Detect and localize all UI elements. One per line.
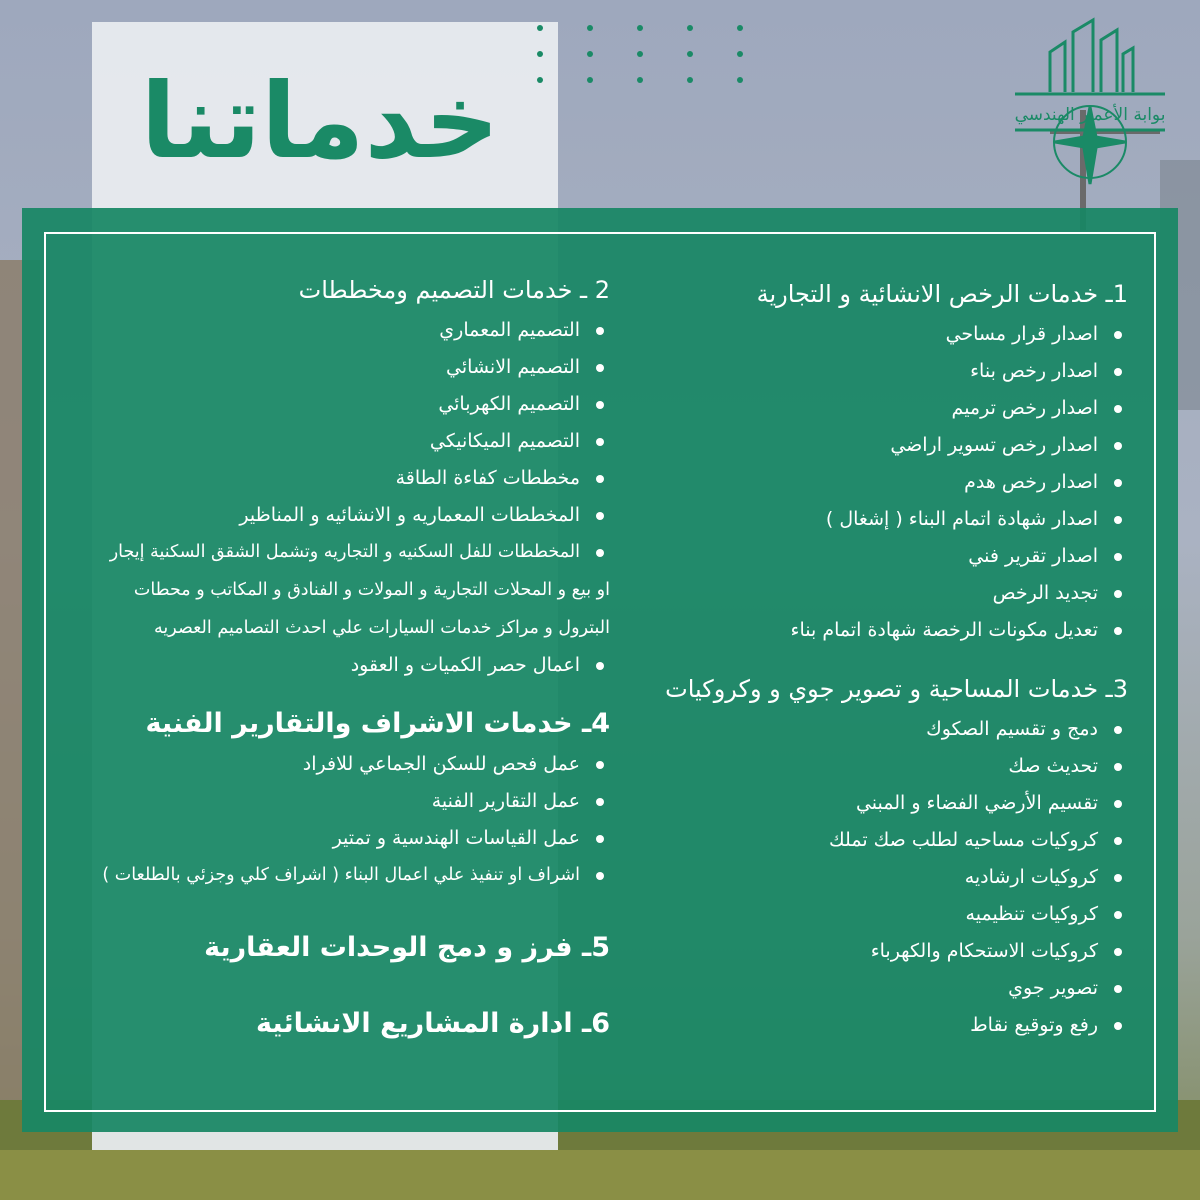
list-item: كروكيات مساحيه لطلب صك تملك [630, 822, 1128, 859]
list-item: تحديث صك [630, 748, 1128, 785]
list-item: تعديل مكونات الرخصة شهادة اتمام بناء [630, 612, 1128, 649]
supervision-list [60, 746, 610, 894]
list-item: اصدار رخص تسوير اراضي [630, 427, 1128, 464]
page-title: خدماتنا [140, 60, 500, 182]
list-item: مخططات كفاءة الطاقة [60, 460, 610, 497]
list-item: اصدار رخص ترميم [630, 390, 1128, 427]
list-item: المخططات المعماريه و الانشائيه و المناظير [60, 497, 610, 534]
list-item: اصدار شهادة اتمام البناء ( إشغال ) [630, 501, 1128, 538]
section-title-licenses: 1ـ خدمات الرخص الانشائية و التجارية [756, 280, 1128, 308]
licenses-list [630, 316, 1128, 649]
list-item: التصميم الكهربائي [60, 386, 610, 423]
section-title-supervision: 4ـ خدمات الاشراف والتقارير الفنية [145, 708, 610, 739]
list-item: عمل فحص للسكن الجماعي للافراد [60, 746, 610, 783]
list-item: اصدار رخص هدم [630, 464, 1128, 501]
surveying-list [630, 711, 1128, 1044]
list-item: رفع وتوقيع نقاط [630, 1007, 1128, 1044]
list-item: اشراف او تنفيذ علي اعمال البناء ( اشراف كلي وجزئي بالطلعات ) [60, 857, 610, 894]
section-title-surveying: 3ـ خدمات المساحية و تصوير جوي و وكروكيات [665, 675, 1128, 703]
list-item: المخططات للفل السكنيه و التجاريه وتشمل الشقق السكنية إيجار [60, 534, 610, 571]
section-title-design: 2 ـ خدمات التصميم ومخططات [298, 276, 610, 304]
list-item: اصدار رخص بناء [630, 353, 1128, 390]
list-item: التصميم الانشائي [60, 349, 610, 386]
logo-icon [1005, 12, 1175, 188]
list-item: التصميم الميكانيكي [60, 423, 610, 460]
list-item: اعمال حصر الكميات و العقود [60, 647, 610, 684]
list-item: عمل التقارير الفنية [60, 783, 610, 820]
list-item: عمل القياسات الهندسية و تمتير [60, 820, 610, 857]
section-title-project-management: 6ـ ادارة المشاريع الانشائية [256, 1008, 610, 1039]
list-item: دمج و تقسيم الصكوك [630, 711, 1128, 748]
logo-text: بوابة الأعمار الهندسي [1014, 105, 1166, 125]
list-item: تصوير جوي [630, 970, 1128, 1007]
services-column-left [60, 268, 610, 1046]
section-title-units: 5ـ فرز و دمج الوحدات العقارية [204, 932, 610, 963]
list-item: التصميم المعماري [60, 312, 610, 349]
design-list [60, 312, 610, 684]
company-logo [1005, 12, 1175, 188]
decorative-dots [530, 20, 760, 90]
services-column-right [630, 272, 1128, 1044]
list-item-continuation: البترول و مراكز خدمات السيارات علي احدث التصاميم العصريه [154, 618, 610, 638]
list-item-continuation: او بيع و المحلات التجارية و المولات و الفنادق و المكاتب و محطات [133, 580, 610, 600]
list-item: تقسيم الأرضي الفضاء و المبني [630, 785, 1128, 822]
list-item: تجديد الرخص [630, 575, 1128, 612]
list-item: كروكيات ارشاديه [630, 859, 1128, 896]
list-item: كروكيات تنظيميه [630, 896, 1128, 933]
list-item: كروكيات الاستحكام والكهرباء [630, 933, 1128, 970]
list-item: اصدار تقرير فني [630, 538, 1128, 575]
list-item: اصدار قرار مساحي [630, 316, 1128, 353]
